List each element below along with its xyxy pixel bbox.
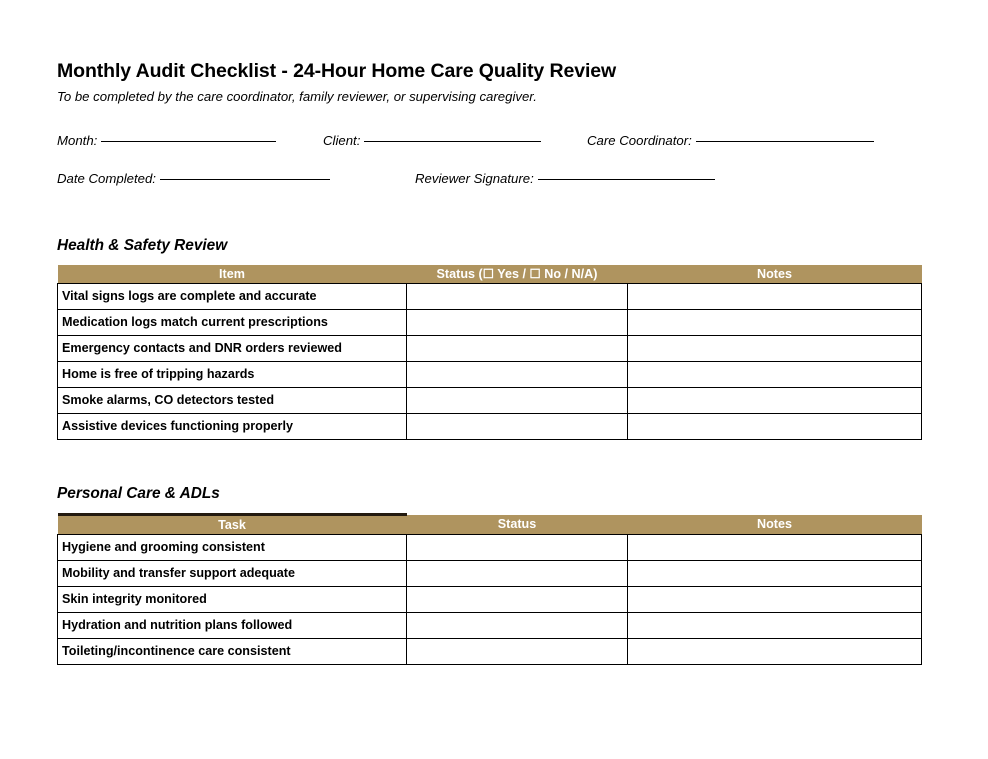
row-notes-cell[interactable] xyxy=(628,535,922,561)
table-row xyxy=(58,336,922,362)
table-row xyxy=(58,639,922,665)
page-title: Monthly Audit Checklist - 24-Hour Home Care Quality Review xyxy=(57,60,617,82)
row-item-label: Hygiene and grooming consistent xyxy=(58,535,407,561)
table-row xyxy=(58,561,922,587)
table-body-personal-care xyxy=(58,535,922,665)
row-item-label: Medication logs match current prescriptions xyxy=(58,310,407,336)
field-client-label: Client: xyxy=(323,133,361,148)
form-meta-row-2 xyxy=(57,168,921,190)
table-row xyxy=(58,310,922,336)
document-page xyxy=(57,0,921,665)
section-heading-health-safety: Health & Safety Review xyxy=(57,237,228,254)
field-date-completed[interactable] xyxy=(57,168,330,190)
column-header-status: Status (☐ Yes / ☐ No / N/A) xyxy=(407,265,628,284)
row-status-cell[interactable] xyxy=(407,587,628,613)
column-header-task: Task xyxy=(58,515,407,535)
field-reviewer-signature-input[interactable] xyxy=(538,168,715,180)
field-date-completed-input[interactable] xyxy=(160,168,330,180)
row-item-label: Hydration and nutrition plans followed xyxy=(58,613,407,639)
table-body-health-safety xyxy=(58,284,922,440)
field-reviewer-signature-label: Reviewer Signature: xyxy=(415,171,534,186)
table-row xyxy=(58,587,922,613)
row-item-label: Assistive devices functioning properly xyxy=(58,414,407,440)
field-month-input[interactable] xyxy=(101,130,276,142)
row-item-label: Smoke alarms, CO detectors tested xyxy=(58,388,407,414)
row-notes-cell[interactable] xyxy=(628,362,922,388)
table-row xyxy=(58,388,922,414)
table-row xyxy=(58,613,922,639)
field-client[interactable] xyxy=(323,130,541,152)
row-status-cell[interactable] xyxy=(407,284,628,310)
field-care-coordinator[interactable] xyxy=(587,130,874,152)
form-meta-row-1 xyxy=(57,130,921,152)
field-month-label: Month: xyxy=(57,133,98,148)
row-status-cell[interactable] xyxy=(407,388,628,414)
row-item-label: Emergency contacts and DNR orders reviewed xyxy=(58,336,407,362)
field-care-coordinator-label: Care Coordinator: xyxy=(587,133,692,148)
row-status-cell[interactable] xyxy=(407,362,628,388)
column-header-item: Item xyxy=(58,265,407,284)
row-notes-cell[interactable] xyxy=(628,587,922,613)
row-status-cell[interactable] xyxy=(407,561,628,587)
field-date-completed-label: Date Completed: xyxy=(57,171,156,186)
column-header-notes: Notes xyxy=(628,265,922,284)
column-header-notes: Notes xyxy=(628,515,922,535)
field-reviewer-signature[interactable] xyxy=(415,168,715,190)
row-status-cell[interactable] xyxy=(407,639,628,665)
row-item-label: Home is free of tripping hazards xyxy=(58,362,407,388)
table-header-row xyxy=(58,515,922,535)
row-status-cell[interactable] xyxy=(407,613,628,639)
field-month[interactable] xyxy=(57,130,276,152)
row-status-cell[interactable] xyxy=(407,310,628,336)
row-item-label: Vital signs logs are complete and accurate xyxy=(58,284,407,310)
row-item-label: Skin integrity monitored xyxy=(58,587,407,613)
row-notes-cell[interactable] xyxy=(628,639,922,665)
row-notes-cell[interactable] xyxy=(628,561,922,587)
form-meta-block xyxy=(57,105,921,190)
table-row xyxy=(58,535,922,561)
row-status-cell[interactable] xyxy=(407,414,628,440)
row-status-cell[interactable] xyxy=(407,535,628,561)
table-header-row xyxy=(58,265,922,284)
table-row xyxy=(58,284,922,310)
page-subtitle: To be completed by the care coordinator, family reviewer, or supervising caregiver. xyxy=(57,89,537,104)
row-notes-cell[interactable] xyxy=(628,310,922,336)
field-client-input[interactable] xyxy=(364,130,541,142)
table-health-safety xyxy=(57,265,922,440)
field-care-coordinator-input[interactable] xyxy=(696,130,874,142)
row-notes-cell[interactable] xyxy=(628,336,922,362)
row-notes-cell[interactable] xyxy=(628,613,922,639)
row-notes-cell[interactable] xyxy=(628,388,922,414)
row-notes-cell[interactable] xyxy=(628,414,922,440)
section-heading-personal-care: Personal Care & ADLs xyxy=(57,485,220,502)
row-notes-cell[interactable] xyxy=(628,284,922,310)
row-item-label: Toileting/incontinence care consistent xyxy=(58,639,407,665)
row-item-label: Mobility and transfer support adequate xyxy=(58,561,407,587)
column-header-status: Status xyxy=(407,515,628,535)
table-row xyxy=(58,362,922,388)
table-row xyxy=(58,414,922,440)
row-status-cell[interactable] xyxy=(407,336,628,362)
table-personal-care xyxy=(57,513,922,665)
